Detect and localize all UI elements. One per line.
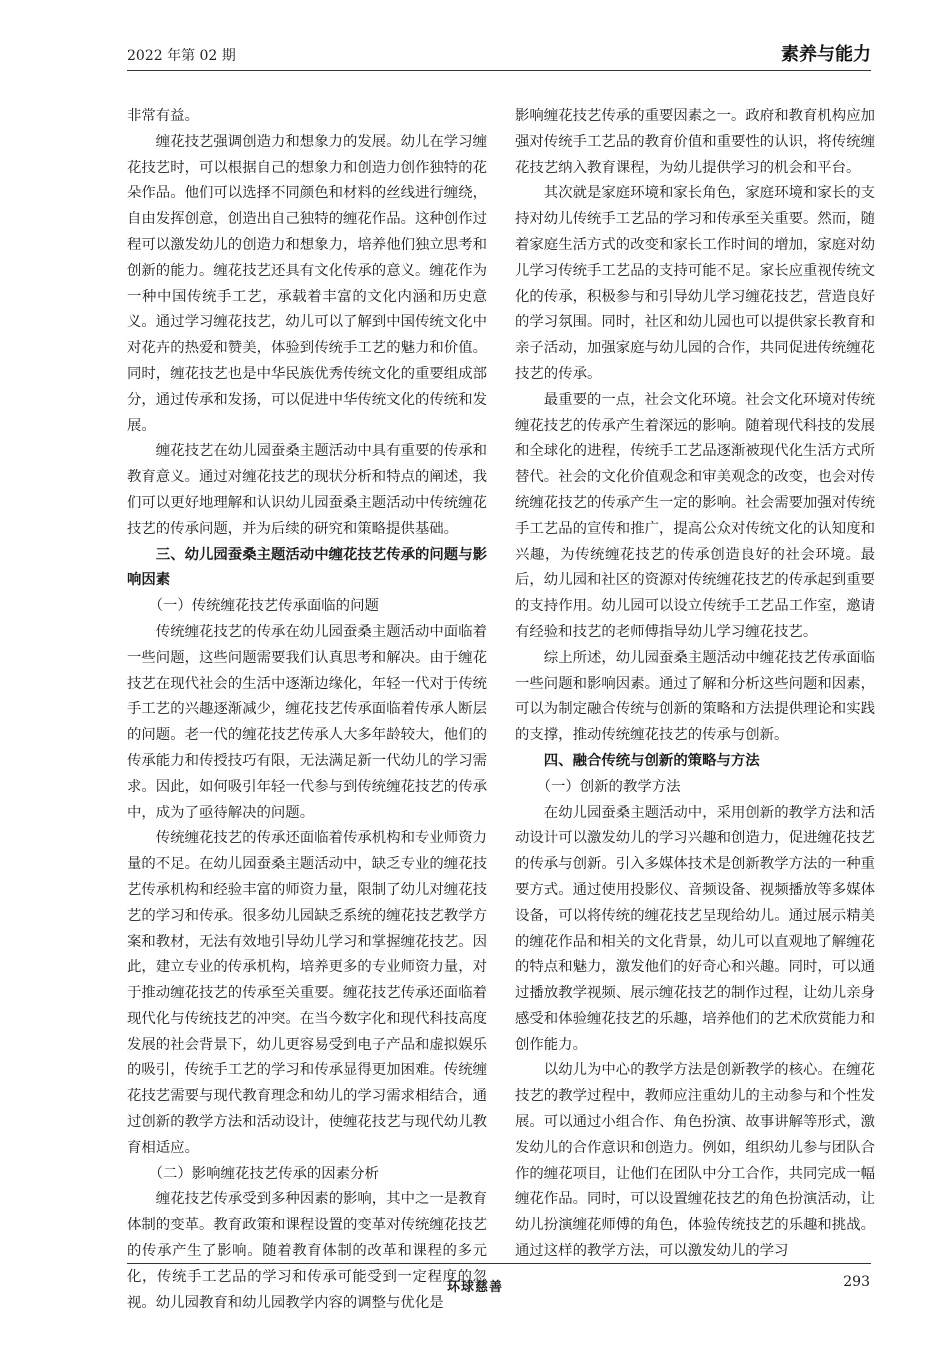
journal-section-title: 素养与能力 (781, 44, 871, 65)
paragraph: 传统缠花技艺的传承还面临着传承机构和专业师资力量的不足。在幼儿园蚕桑主题活动中，缺乏专业的缠花技艺传承机构和经验丰富的师资力量，限制了幼儿对缠花技艺的学习和传承。很多幼儿园缺乏系统的缠花技艺教学方案和教材，无法有效地引导幼儿学习和掌握缠花技艺。因此，建立专业的传承机构，培养更多的专业师资力量，对于推动缠花技艺的传承至关重要。缠花技艺传承还面临着现代化与传统技艺的冲突。在当今数字化和现代科技高度发展的社会背景下，幼儿更容易受到电子产品和虚拟娱乐的吸引，传统手工艺的学习和传承显得更加困难。传统缠花技艺需要与现代教育理念和幼儿的学习需求相结合，通过创新的教学方法和活动设计，使缠花技艺与现代幼儿教育相适应。 (127, 830, 487, 1156)
right-column (515, 104, 875, 1265)
left-column (127, 104, 487, 1316)
section-heading: 三、幼儿园蚕桑主题活动中缠花技艺传承的问题与影响因素 (127, 546, 487, 589)
footer-divider (127, 1263, 871, 1264)
paragraph: 综上所述，幼儿园蚕桑主题活动中缠花技艺传承面临一些问题和影响因素。通过了解和分析这些问题和因素，可以为制定融合传统与创新的策略和方法提供理论和实践的支撑，推动传统缠花技艺的传承与创新。 (515, 649, 875, 744)
subsection-heading: （一）传统缠花技艺传承面临的问题 (148, 598, 379, 615)
page-number: 293 (843, 1274, 870, 1290)
paragraph: 缠花技艺在幼儿园蚕桑主题活动中具有重要的传承和教育意义。通过对缠花技艺的现状分析和特点的阐述，我们可以更好地理解和认识幼儿园蚕桑主题活动中传统缠花技艺的传承问题，并为后续的研究和策略提供基础。 (127, 443, 487, 537)
paragraph: 以幼儿为中心的教学方法是创新教学的核心。在缠花技艺的教学过程中，教师应注重幼儿的主动参与和个性发展。可以通过小组合作、角色扮演、故事讲解等形式，激发幼儿的合作意识和创造力。例如，组织幼儿参与团队合作的缠花项目，让他们在团队中分工合作，共同完成一幅缠花作品。同时，可以设置缠花技艺的角色扮演活动，让幼儿扮演缠花师傅的角色，体验传统技艺的乐趣和挑战。通过这样的教学方法，可以激发幼儿的学习 (515, 1062, 875, 1260)
header-divider (127, 70, 871, 71)
paragraph: 其次就是家庭环境和家长角色，家庭环境和家长的支持对幼儿传统手工艺品的学习和传承至关重要。然而，随着家庭生活方式的改变和家长工作时间的增加，家庭对幼儿学习传统手工艺品的支持可能不足。家长应重视传统文化的传承，积极参与和引导幼儿学习缠花技艺，营造良好的学习氛围。同时，社区和幼儿园也可以提供家长教育和亲子活动，加强家庭与幼儿园的合作，共同促进传统缠花技艺的传承。 (515, 185, 875, 382)
paragraph: 非常有益。 (127, 108, 199, 124)
section-heading: 四、融合传统与创新的策略与方法 (543, 752, 760, 769)
paragraph: 影响缠花技艺传承的重要因素之一。政府和教育机构应加强对传统手工艺品的教育价值和重要性的认识，将传统缠花技艺纳入教育课程，为幼儿提供学习的机会和平台。 (515, 108, 875, 176)
issue-label: 2022 年第 02 期 (127, 48, 236, 64)
subsection-heading: （一）创新的教学方法 (536, 778, 681, 795)
paragraph: 缠花技艺传承受到多种因素的影响，其中之一是教育体制的变革。教育政策和课程设置的变革对传统缠花技艺的传承产生了影响。随着教育体制的改革和课程的多元化，传统手工艺品的学习和传承可能受到一定程度的忽视。幼儿园教育和幼儿园教学内容的调整与优化是 (127, 1191, 487, 1311)
subsection-heading: （二）影响缠花技艺传承的因素分析 (148, 1165, 379, 1182)
paragraph: 传统缠花技艺的传承在幼儿园蚕桑主题活动中面临着一些问题，这些问题需要我们认真思考和解决。由于缠花技艺在现代社会的生活中逐渐边缘化，年轻一代对于传统手工艺的兴趣逐渐减少，缠花技艺传承面临着传承人断层的问题。老一代的缠花技艺传承人大多年龄较大，他们的传承能力和传授技巧有限，无法满足新一代幼儿的学习需求。因此，如何吸引年轻一代参与到传统缠花技艺的传承中，成为了亟待解决的问题。 (127, 623, 487, 821)
footer-journal-name: 环球慈善 (446, 1280, 503, 1295)
paragraph: 最重要的一点，社会文化环境。社会文化环境对传统缠花技艺的传承产生着深远的影响。随着现代科技的发展和全球化的进程，传统手工艺品逐渐被现代化生活方式所替代。社会的文化价值观念和审美观念的改变，也会对传统缠花技艺的传承产生一定的影响。社会需要加强对传统手工艺品的宣传和推广，提高公众对传统文化的认知度和兴趣，为传统缠花技艺的传承创造良好的社会环境。最后，幼儿园和社区的资源对传统缠花技艺的传承起到重要的支持作用。幼儿园可以设立传统手工艺品工作室，邀请有经验和技艺的老师傅指导幼儿学习缠花技艺。 (515, 391, 875, 640)
paragraph: 缠花技艺强调创造力和想象力的发展。幼儿在学习缠花技艺时，可以根据自己的想象力和创造力创作独特的花朵作品。他们可以选择不同颜色和材料的丝线进行缠绕，自由发挥创意，创造出自己独特的缠花作品。这种创作过程可以激发幼儿的创造力和想象力，培养他们独立思考和创新的能力。缠花技艺还具有文化传承的意义。缠花作为一种中国传统手工艺，承载着丰富的文化内涵和历史意义。通过学习缠花技艺，幼儿可以了解到中国传统文化中对花卉的热爱和赞美，体验到传统手工艺的魅力和价值。同时，缠花技艺也是中华民族优秀传统文化的重要组成部分，通过传承和发扬，可以促进中华传统文化的传统和发展。 (127, 133, 487, 434)
paragraph: 在幼儿园蚕桑主题活动中，采用创新的教学方法和活动设计可以激发幼儿的学习兴趣和创造力，促进缠花技艺的传承与创新。引入多媒体技术是创新教学方法的一种重要方式。通过使用投影仪、音频设备、视频播放等多媒体设备，可以将传统的缠花技艺呈现给幼儿。通过展示精美的缠花作品和相关的文化背景，幼儿可以直观地了解缠花的特点和魅力，激发他们的好奇心和兴趣。同时，可以通过播放教学视频、展示缠花技艺的制作过程，让幼儿亲身感受和体验缠花技艺的乐趣，培养他们的艺术欣赏能力和创作能力。 (515, 804, 875, 1053)
